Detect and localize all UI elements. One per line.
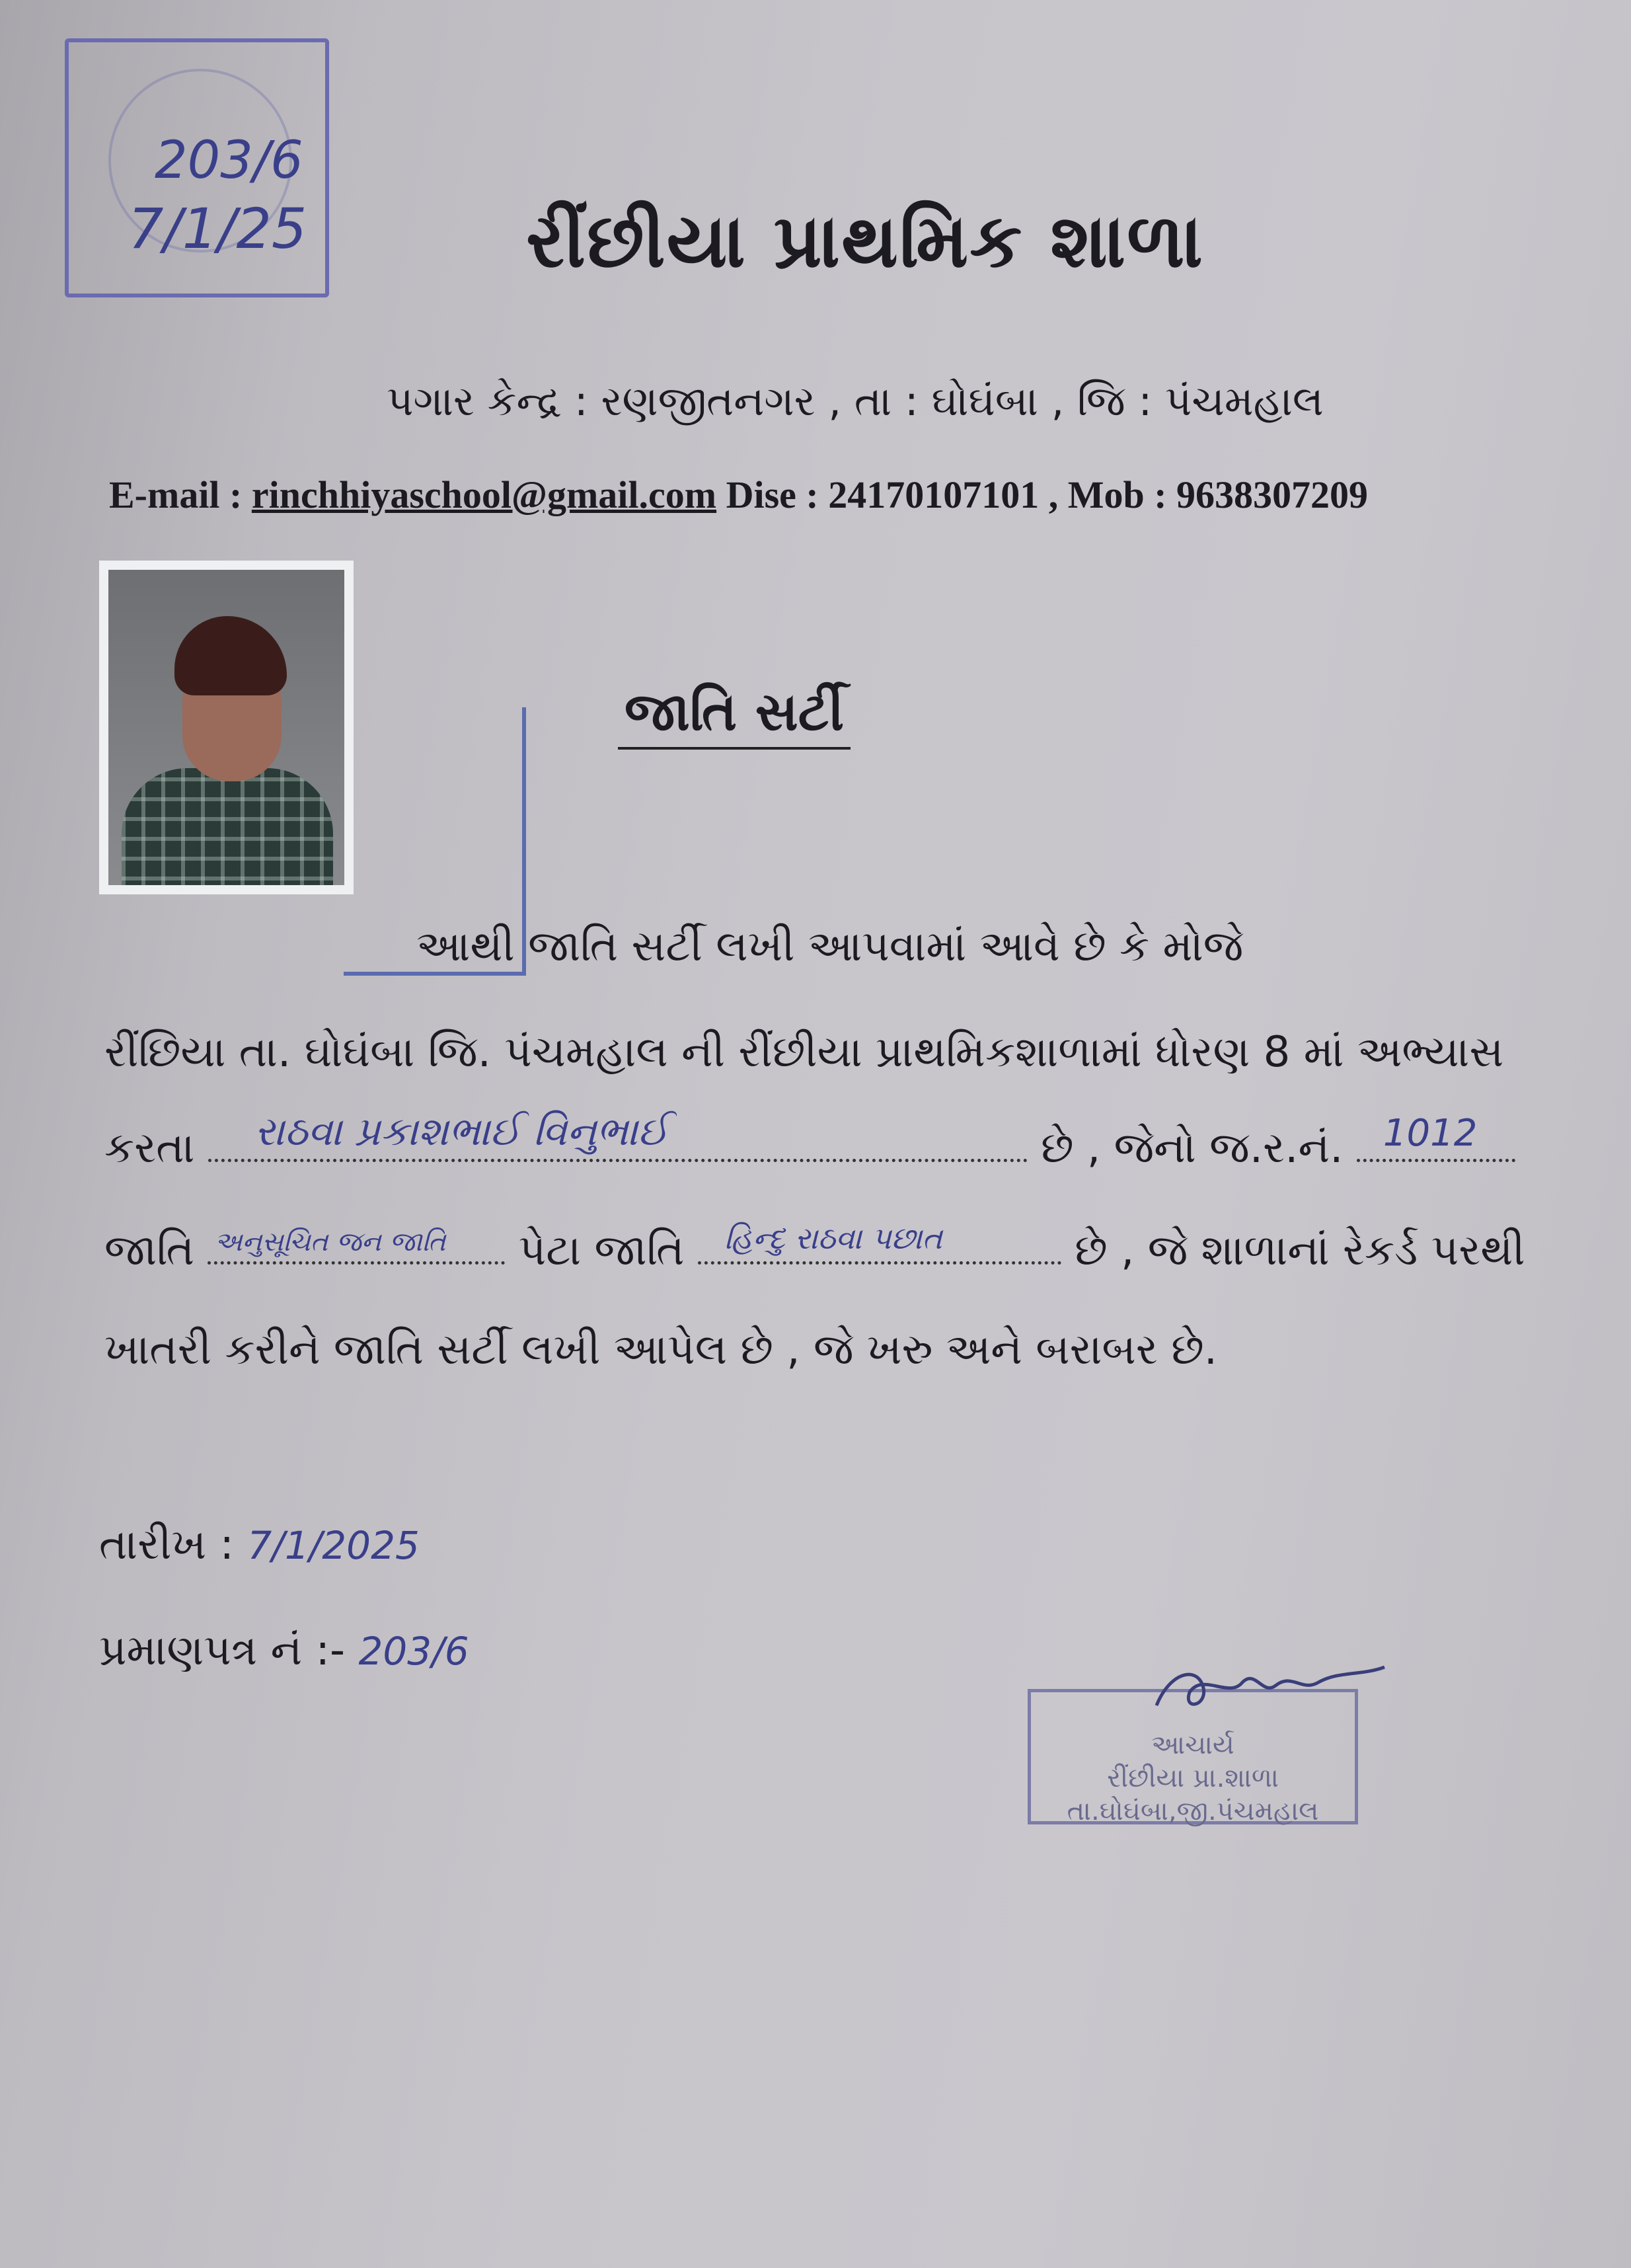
line4-mid: પેટા જાતિ (518, 1226, 685, 1275)
principal-signature (1150, 1659, 1388, 1719)
student-photo (99, 561, 354, 894)
stamp-number: 203/6 (155, 131, 303, 190)
caste-field (208, 1227, 505, 1265)
certificate-number-row (99, 1626, 469, 1675)
email-link[interactable]: rinchhiyaschool@gmail.com (251, 473, 717, 516)
line4-prefix: જાતિ (104, 1226, 194, 1275)
body-line-4 (104, 1220, 1525, 1275)
dise-mobile: Dise : 24170107101 , Mob : 9638307209 (726, 473, 1369, 516)
principal-stamp-line-3: તા.ઘોઘંબા,જી.પંચમહાલ (1067, 1796, 1319, 1826)
caste-value: અનુસૂચિત જન જાતિ (214, 1227, 446, 1257)
sub-caste-field (698, 1220, 1061, 1265)
line3-mid: છે , જેનો જ.ર.નં. (1041, 1124, 1344, 1173)
body-line-1: આથી જાતિ સર્ટી લખી આપવામાં આવે છે કે મોજે (416, 922, 1244, 971)
certificate-title: જાતિ સર્ટી (618, 681, 851, 750)
school-name: રીંછીયા પ્રાથમિક શાળા (526, 198, 1204, 284)
cert-no-label: પ્રમાણપત્ર નં :- (99, 1626, 346, 1675)
contact-line (109, 473, 1368, 517)
student-name: રાઠવા પ્રકાશભાઈ વિનુભાઈ (254, 1109, 669, 1155)
line3-prefix: કરતા (104, 1124, 195, 1173)
stamp-date: 7/1/25 (128, 196, 307, 261)
principal-stamp-line-2: રીંછીયા પ્રા.શાળા (1107, 1763, 1279, 1793)
date-label: તારીખ : (99, 1520, 235, 1569)
line4-suffix: છે , જે શાળાનાં રેકર્ડ પરથી (1075, 1226, 1525, 1275)
email-label: E-mail : (109, 473, 243, 516)
body-line-3 (104, 1109, 1515, 1173)
date-value: 7/1/2025 (247, 1523, 420, 1568)
body-line-5: ખાતરી કરીને જાતિ સર્ટી લખી આપેલ છે , જે ખરુ અને બરાબર છે. (104, 1325, 1218, 1374)
gr-number: 1012 (1383, 1112, 1478, 1155)
gr-number-field (1357, 1112, 1515, 1162)
school-address: પગાર કેન્દ્ર : રણજીતનગર , તા : ઘોઘંબા , જિ : પંચમહાલ (387, 377, 1324, 425)
cert-no-value: 203/6 (358, 1629, 469, 1674)
principal-stamp-line-1: આચાર્ય (1151, 1730, 1234, 1760)
date-row (99, 1520, 420, 1569)
student-name-field (208, 1109, 1028, 1162)
sub-caste-value: હિન્દુ રાઠવા પછાત (724, 1220, 942, 1256)
body-line-2: રીંછિયા તા. ઘોઘંબા જિ. પંચમહાલ ની રીંછીયા પ્રાથમિકશાળામાં ધોરણ 8 માં અભ્યાસ (104, 1028, 1504, 1077)
